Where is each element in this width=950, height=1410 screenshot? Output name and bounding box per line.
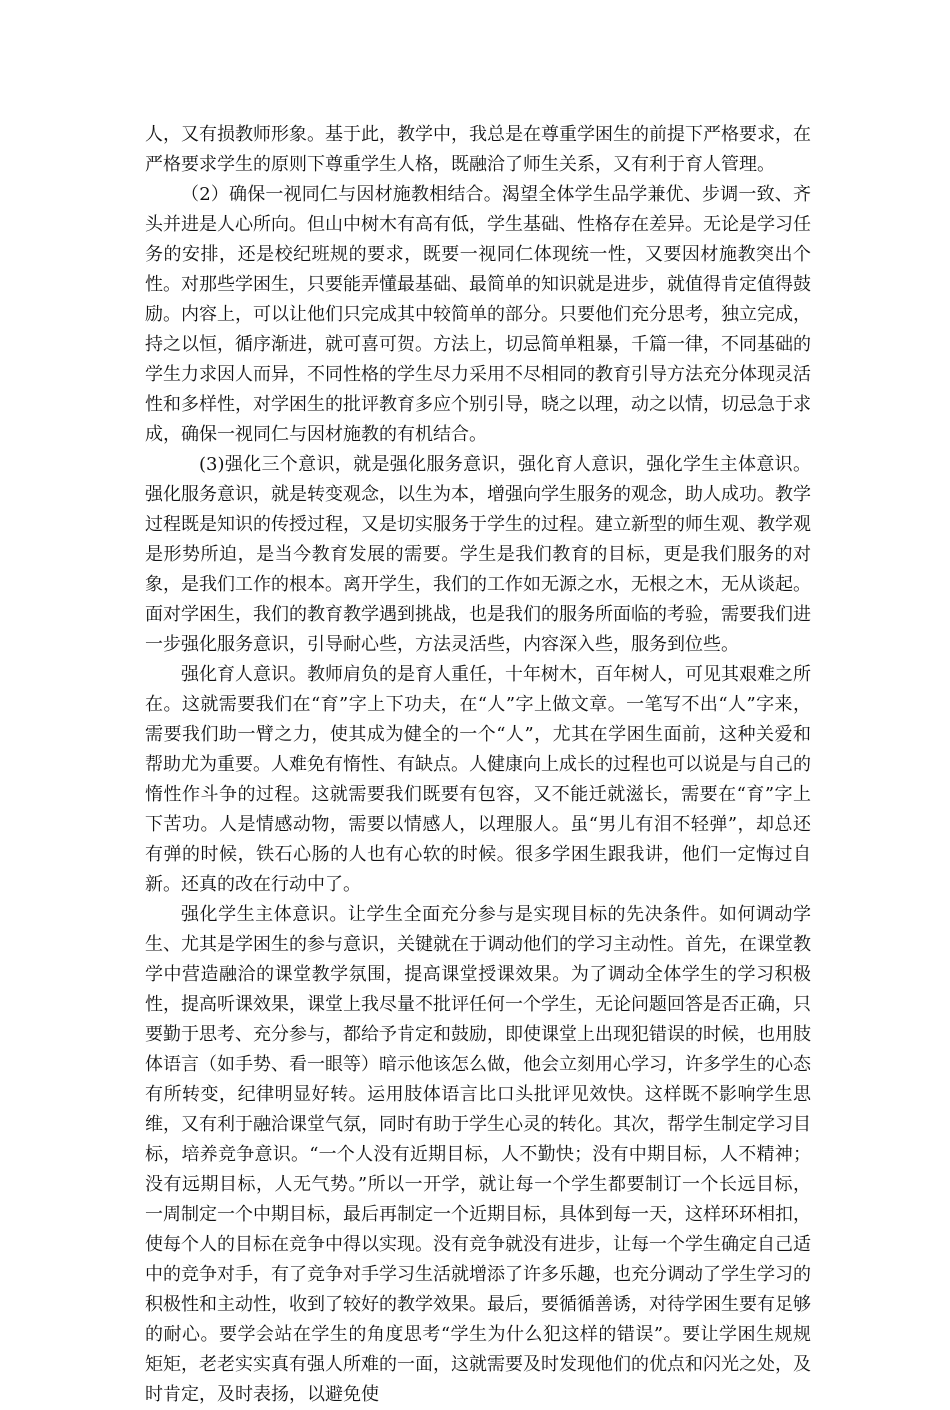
document-page (145, 120, 811, 1410)
paragraph-item-3: (3)强化三个意识，就是强化服务意识，强化育人意识，强化学生主体意识。强化服务意识，就是转变观念，以生为本，增强向学生服务的观念，助人成功。教学过程既是知识的传授过程，又是切实服务于学生的过程。建立新型的师生观、教学观是形势所迫，是当今教育发展的需要。学生是我们教育的目标，更是我们服务的对象，是我们工作的根本。离开学生，我们的工作如无源之水，无根之木，无从谈起。面对学困生，我们的教育教学遇到挑战，也是我们的服务所面临的考验，需要我们进一步强化服务意识，引导耐心些，方法灵活些，内容深入些，服务到位些。 (145, 454, 811, 655)
paragraph-item-2: （2）确保一视同仁与因材施教相结合。渴望全体学生品学兼优、步调一致、齐头并进是人心所向。但山中树木有高有低，学生基础、性格存在差异。无论是学习任务的安排，还是校纪班规的要求，既要一视同仁体现统一性，又要因材施教突出个性。对那些学困生，只要能弄懂最基础、最简单的知识就是进步，就值得肯定值得鼓励。内容上，可以让他们只完成其中较简单的部分。只要他们充分思考，独立完成，持之以恒，循序渐进，就可喜可贺。方法上，切忌简单粗暴，千篇一律，不同基础的学生力求因人而异，不同性格的学生尽力采用不尽相同的教育引导方法充分体现灵活性和多样性，对学困生的批评教育多应个别引导，晓之以理，动之以情，切忌急于求成，确保一视同仁与因材施教的有机结合。 (145, 184, 811, 445)
paragraph-student-subject-awareness: 强化学生主体意识。让学生全面充分参与是实现目标的先决条件。如何调动学生、尤其是学困生的参与意识，关键就在于调动他们的学习主动性。首先，在课堂教学中营造融洽的课堂教学氛围，提高课堂授课效果。为了调动全体学生的学习积极性，提高听课效果，课堂上我尽量不批评任何一个学生，无论问题回答是否正确，只要勤于思考、充分参与，都给予肯定和鼓励，即使课堂上出现犯错误的时候，也用肢体语言（如手势、看一眼等）暗示他该怎么做，他会立刻用心学习，许多学生的心态有所转变，纪律明显好转。运用肢体语言比口头批评见效快。这样既不影响学生思维，又有利于融洽课堂气氛，同时有助于学生心灵的转化。其次，帮学生制定学习目标，培养竞争意识。“一个人没有近期目标，人不勤快；没有中期目标，人不精神；没有远期目标，人无气势。”所以一开学，就让每一个学生都要制订一个长远目标，一周制定一个中期目标，最后再制定一个近期目标，具体到每一天，这样环环相扣，使每个人的目标在竞争中得以实现。没有竞争就没有进步，让每一个学生确定自己适中的竞争对手，有了竞争对手学习生活就增添了许多乐趣，也充分调动了学生学习的积极性和主动性，收到了较好的教学效果。最后，要循循善诱，对待学困生要有足够的耐心。要学会站在学生的角度思考“学生为什么犯这样的错误”。要让学困生规规矩矩，老老实实真有强人所难的一面，这就需要及时发现他们的优点和闪光之处，及时肯定，及时表扬，以避免使 (145, 904, 811, 1405)
paragraph-continuation: 人，又有损教师形象。基于此，教学中，我总是在尊重学困生的前提下严格要求，在严格要求学生的原则下尊重学生人格，既融洽了师生关系，又有利于育人管理。 (145, 124, 811, 175)
paragraph-educating-awareness: 强化育人意识。教师肩负的是育人重任，十年树木，百年树人，可见其艰难之所在。这就需要我们在“育”字上下功夫，在“人”字上做文章。一笔写不出“人”字来，需要我们助一臂之力，使其成为健全的一个“人”，尤其在学困生面前，这种关爱和帮助尤为重要。人难免有惰性、有缺点。人健康向上成长的过程也可以说是与自己的惰性作斗争的过程。这就需要我们既要有包容，又不能迁就滋长，需要在“育”字上下苦功。人是情感动物，需要以情感人，以理服人。虽“男儿有泪不轻弹”，却总还有弹的时候，铁石心肠的人也有心软的时候。很多学困生跟我讲，他们一定悔过自新。还真的改在行动中了。 (145, 664, 811, 895)
